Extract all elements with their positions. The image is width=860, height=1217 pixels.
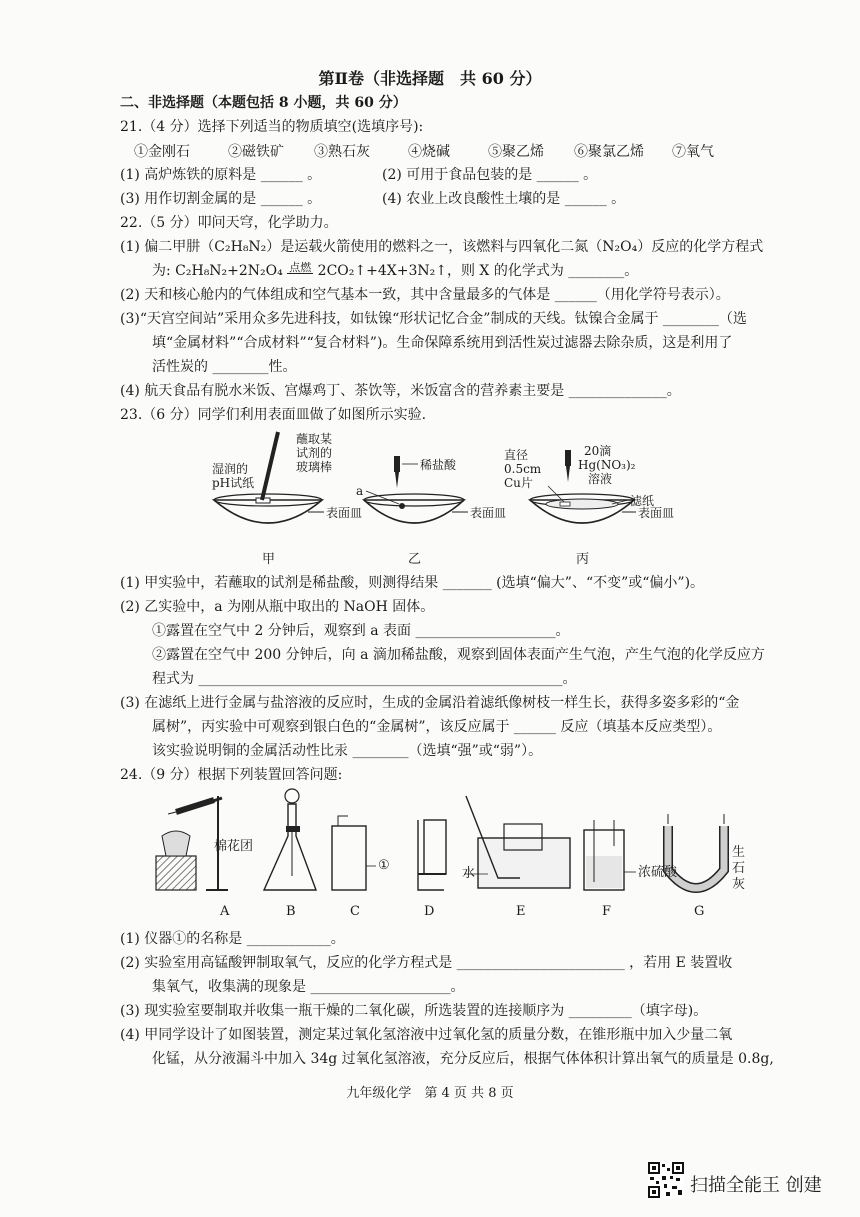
q24-part-2a: (2) 实验室用高锰酸钾制取氧气，反应的化学方程式是 ________________________ ，若用 E 装置收 bbox=[120, 955, 733, 971]
fig24-label-h2so4: 浓硫酸 bbox=[638, 865, 678, 880]
q22-part-2: (2) 天和核心舱内的气体组成和空气基本一致，其中含量最多的气体是 ______（用化学符号表示）。 bbox=[120, 287, 730, 303]
page-footer: 九年级化学 第 4 页 共 8 页 bbox=[346, 1086, 514, 1101]
fig23-label-drops: 20滴 bbox=[584, 444, 612, 458]
q21-option-2: ②磁铁矿 bbox=[228, 144, 284, 160]
q22-part-1a: (1) 偏二甲肼（C₂H₈N₂）是运载火箭使用的燃料之一，该燃料与四氧化二氮（N₂O₄）反应的化学方程式 bbox=[120, 239, 764, 255]
q23-part-2: (2) 乙实验中，a 为刚从瓶中取出的 NaOH 固体。 bbox=[120, 599, 435, 615]
q24-part-2b: 集氧气，收集满的现象是 ____________________。 bbox=[152, 979, 465, 995]
fig23-label-size: 0.5cm bbox=[504, 462, 542, 476]
q21-part-1: (1) 高炉炼铁的原料是 ______ 。 bbox=[120, 167, 322, 183]
fig23-label-glass-rod: 玻璃棒 bbox=[296, 460, 333, 474]
fig23-label-dish-bing: 表面皿 bbox=[638, 506, 675, 520]
q23-part-2b: ②露置在空气中 200 分钟后，向 a 滴加稀盐酸，观察到固体表面产生气泡，产生气泡的化学反应方 bbox=[152, 647, 765, 663]
apparatus-c bbox=[332, 816, 376, 890]
fig24-label-lime-3: 灰 bbox=[732, 877, 746, 892]
q24-part-4b: 化锰，从分液漏斗中加入 34g 过氧化氢溶液，充分反应后，根据气体体积计算出氧气的质量是 0.8g, bbox=[152, 1051, 774, 1067]
fig23-label-ph-paper: pH试纸 bbox=[212, 476, 255, 490]
apparatus-e bbox=[464, 796, 570, 888]
q21-option-3: ③熟石灰 bbox=[314, 144, 370, 160]
qr-code-icon bbox=[648, 1162, 684, 1198]
fig24-label-water: 水 bbox=[462, 866, 476, 881]
fig24-letter-g: G bbox=[694, 904, 705, 919]
page-title: 第Ⅱ卷（非选择题 共 60 分） bbox=[318, 69, 542, 88]
watermark-text: 扫描全能王 创建 bbox=[690, 1175, 822, 1196]
q22-part-3b: 填“金属材料”“合成材料”“复合材料”)。生命保障系统用到活性炭过滤器去除杂质，这是利用了 bbox=[152, 335, 733, 351]
fig23-label-reagent: 试剂的 bbox=[296, 446, 333, 460]
q22-equation-products: 2CO₂↑+4X+3N₂↑，则 X 的化学式为 ________。 bbox=[317, 263, 639, 279]
fig23-label-hcl: 稀盐酸 bbox=[420, 458, 457, 472]
apparatus-d bbox=[418, 820, 446, 890]
q23-part-1: (1) 甲实验中，若蘸取的试剂是稀盐酸，则测得结果 _______ (选填“偏大”、“不变”或“偏小”)。 bbox=[120, 575, 705, 591]
fig23-label-dish-yi: 表面皿 bbox=[470, 506, 507, 520]
fig23-caption-bing: 丙 bbox=[576, 552, 590, 567]
q21-option-1: ①金刚石 bbox=[134, 144, 190, 160]
q22-part-3c: 活性炭的 ________性。 bbox=[152, 359, 297, 375]
q21-option-7: ⑦氧气 bbox=[672, 144, 714, 160]
fig24-label-cotton: 棉花团 bbox=[214, 839, 254, 854]
q24-part-4a: (4) 甲同学设计了如图装置，测定某过氧化氢溶液中过氧化氢的质量分数，在锥形瓶中加入少量二氧 bbox=[120, 1027, 733, 1043]
q21-option-4: ④烧碱 bbox=[408, 144, 450, 160]
fig23-label-diameter: 直径 bbox=[504, 448, 529, 462]
fig23-label-hgno3: Hg(NO₃)₂ bbox=[578, 458, 636, 472]
fig24-label-lime-1: 生 bbox=[732, 845, 746, 860]
q21-option-5: ⑤聚乙烯 bbox=[488, 144, 544, 160]
q23-stem: 23.（6 分）同学们利用表面皿做了如图所示实验. bbox=[120, 407, 427, 423]
section-heading: 二、非选择题（本题包括 8 小题，共 60 分） bbox=[120, 95, 407, 111]
fig23-label-dish-jia: 表面皿 bbox=[326, 506, 363, 520]
q23-part-3a: (3) 在滤纸上进行金属与盐溶液的反应时，生成的金属沿着滤纸像树枝一样生长，获得多姿多彩的“金 bbox=[120, 695, 740, 711]
q21-option-6: ⑥聚氯乙烯 bbox=[574, 144, 644, 160]
q21-part-3: (3) 用作切割金属的是 ______ 。 bbox=[120, 191, 322, 207]
q21-stem: 21.（4 分）选择下列适当的物质填空(选填序号): bbox=[120, 119, 424, 135]
q24-part-3: (3) 现实验室要制取并收集一瓶干燥的二氧化碳，所选装置的连接顺序为 _________（填字母)。 bbox=[120, 1003, 708, 1019]
fig24-letter-a: A bbox=[220, 904, 230, 919]
fig24-label-circle1: ① bbox=[378, 858, 390, 873]
q23-part-3c: 该实验说明铜的金属活动性比汞 ________（选填“强”或“弱”）。 bbox=[152, 743, 543, 759]
fig23-label-filter-paper: 滤纸 bbox=[630, 494, 655, 508]
fig24-letter-b: B bbox=[286, 904, 296, 919]
fig23-caption-yi: 乙 bbox=[408, 552, 422, 567]
fig23-label-cu: Cu片 bbox=[504, 476, 533, 490]
fig23-label-solution: 溶液 bbox=[588, 472, 613, 486]
fig23-label-a: a bbox=[356, 484, 364, 498]
q22-part-1b bbox=[152, 262, 638, 280]
apparatus-f bbox=[584, 820, 636, 890]
q23-part-2c: 程式为 ____________________________________________________。 bbox=[152, 671, 577, 687]
fig23-label-wet: 湿润的 bbox=[212, 462, 249, 476]
fig23-label-dip: 蘸取某 bbox=[296, 432, 333, 446]
q24-part-1: (1) 仪器①的名称是 ____________。 bbox=[120, 931, 345, 947]
fig23-caption-jia: 甲 bbox=[262, 552, 276, 567]
q24-stem: 24.（9 分）根据下列装置回答问题: bbox=[120, 767, 343, 783]
scanner-watermark bbox=[648, 1162, 848, 1202]
q22-part-3a: (3)“天宫空间站”采用众多先进科技，如钛镍“形状记忆合金”制成的天线。钛镍合金属于 ________（选 bbox=[120, 311, 747, 327]
apparatus-b bbox=[264, 789, 316, 890]
fig24-letter-e: E bbox=[516, 904, 526, 919]
q22-stem: 22.（5 分）叩问天穹，化学助力。 bbox=[120, 215, 338, 231]
q22-part-4: (4) 航天食品有脱水米饭、宫爆鸡丁、茶饮等，米饭富含的营养素主要是 ______________。 bbox=[120, 383, 681, 399]
fig24-letter-d: D bbox=[424, 904, 435, 919]
q23-part-3b: 属树”，丙实验中可观察到银白色的“金属树”，该反应属于 ______ 反应（填基本反应类型）。 bbox=[152, 719, 722, 735]
q21-part-4: (4) 农业上改良酸性土壤的是 ______ 。 bbox=[382, 191, 626, 207]
q22-equation-reactants: 为: C₂H₈N₂+2N₂O₄ bbox=[152, 263, 283, 279]
q22-reaction-condition: 点燃 bbox=[289, 261, 312, 274]
fig24-letter-f: F bbox=[602, 904, 612, 919]
q21-part-2: (2) 可用于食品包装的是 ______ 。 bbox=[382, 167, 598, 183]
fig24-letter-c: C bbox=[350, 904, 360, 919]
fig24-label-lime-2: 石 bbox=[732, 861, 746, 876]
q23-part-2a: ①露置在空气中 2 分钟后，观察到 a 表面 ____________________。 bbox=[152, 623, 570, 639]
